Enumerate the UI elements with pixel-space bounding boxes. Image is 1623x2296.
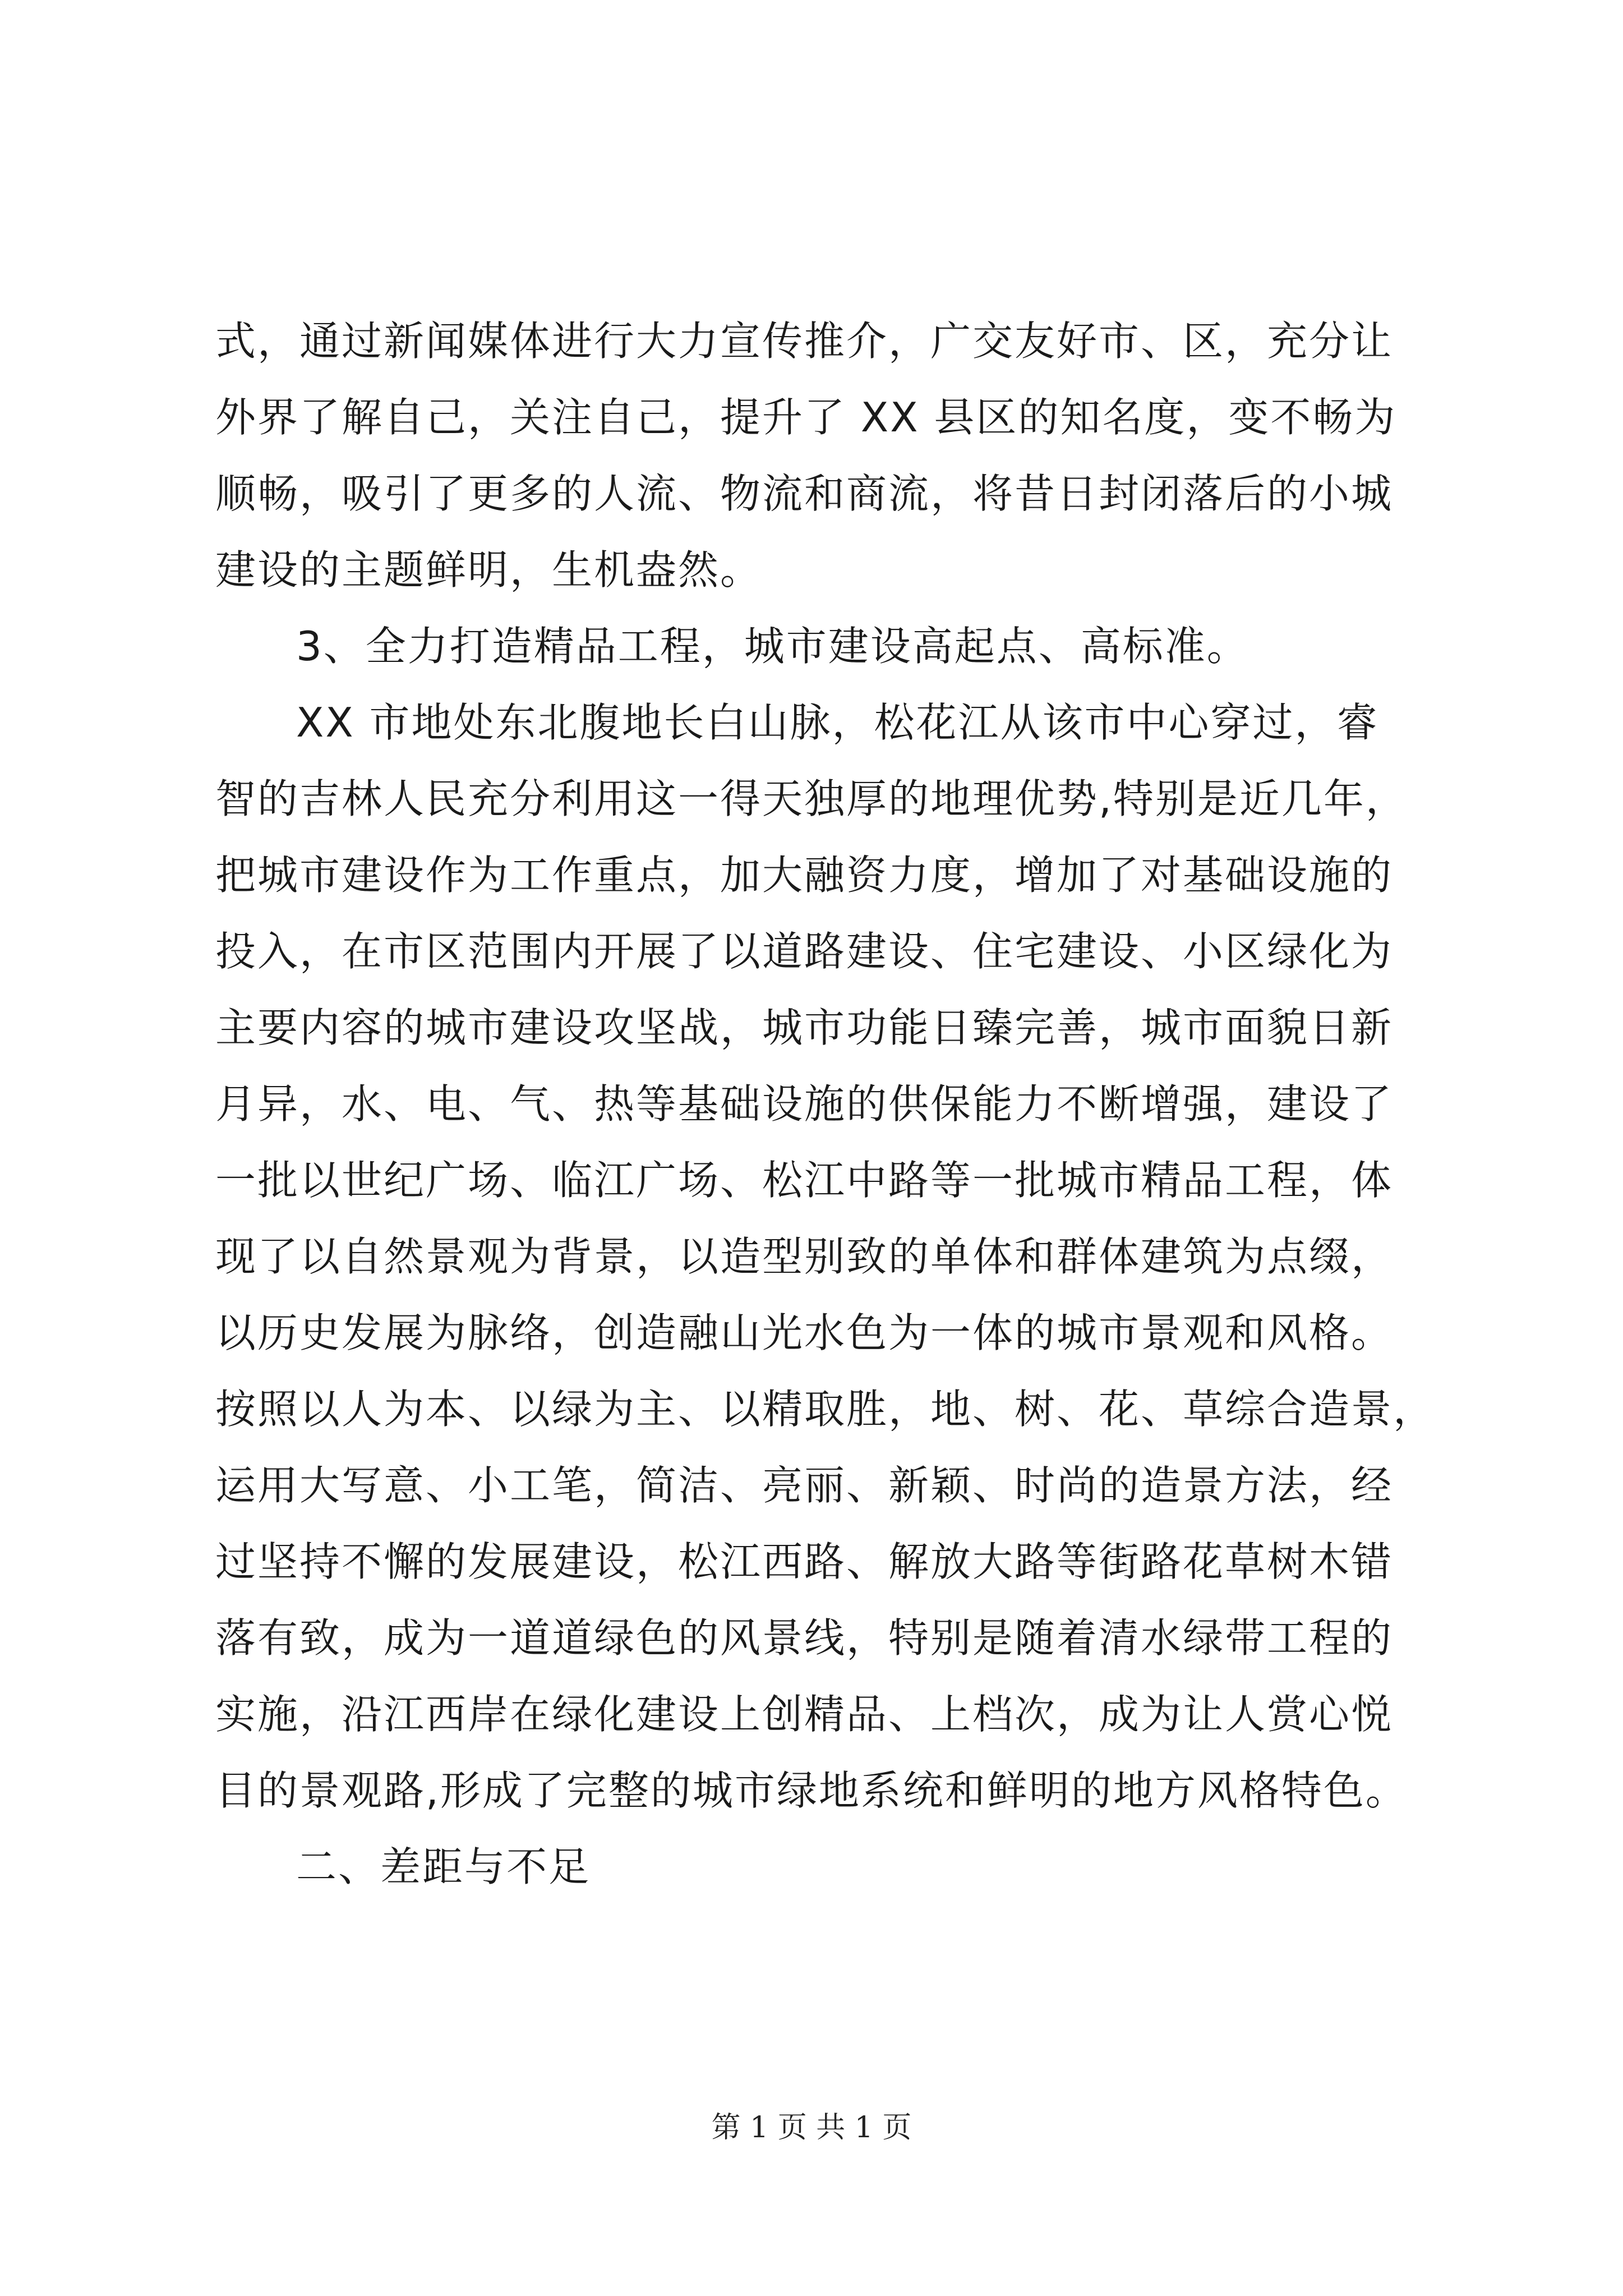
paragraph-line: 现了以自然景观为背景，以造型别致的单体和群体建筑为点缀，: [215, 1233, 1394, 1280]
paragraph-line: 顺畅，吸引了更多的人流、物流和商流，将昔日封闭落后的小城: [215, 470, 1394, 517]
paragraph-line: 月异，水、电、气、热等基础设施的供保能力不断增强，建设了: [215, 1080, 1394, 1128]
paragraph-line: 过坚持不懈的发展建设，松江西路、解放大路等街路花草树木错: [215, 1538, 1394, 1585]
paragraph-line: 运用大写意、小工笔，简洁、亮丽、新颖、时尚的造景方法，经: [215, 1462, 1394, 1509]
paragraph-line: 式，通过新闻媒体进行大力宣传推介，广交友好市、区，充分让: [215, 318, 1394, 365]
paragraph-line: 外界了解自己，关注自己，提升了 XX 县区的知名度，变不畅为: [215, 394, 1397, 441]
section-heading: 3、全力打造精品工程，城市建设高起点、高标准。: [296, 623, 1249, 670]
paragraph-line: 按照以人为本、以绿为主、以精取胜，地、树、花、草综合造景，: [215, 1386, 1436, 1433]
paragraph-line: 落有致，成为一道道绿色的风景线，特别是随着清水绿带工程的: [215, 1614, 1394, 1662]
paragraph-line: 智的吉林人民充分利用这一得天独厚的地理优势,特别是近几年，: [215, 775, 1408, 822]
paragraph-line: 把城市建设作为工作重点，加大融资力度，增加了对基础设施的: [215, 852, 1394, 899]
paragraph-line: 一批以世纪广场、临江广场、松江中路等一批城市精品工程，体: [215, 1157, 1394, 1204]
paragraph-line: 投入，在市区范围内开展了以道路建设、住宅建设、小区绿化为: [215, 928, 1394, 975]
paragraph-line: XX 市地处东北腹地长白山脉，松花江从该市中心穿过，睿: [296, 699, 1379, 746]
paragraph-line: 目的景观路,形成了完整的城市绿地系统和鲜明的地方风格特色。: [215, 1767, 1408, 1814]
paragraph-line: 实施，沿江西岸在绿化建设上创精品、上档次，成为让人赏心悦: [215, 1691, 1394, 1738]
paragraph-line: 主要内容的城市建设攻坚战，城市功能日臻完善，城市面貌日新: [215, 1004, 1394, 1051]
page-footer: 第 1 页 共 1 页: [711, 2111, 912, 2145]
section-heading: 二、差距与不足: [296, 1843, 591, 1890]
document-body: [215, 303, 1436, 1905]
paragraph-line: 以历史发展为脉络，创造融山光水色为一体的城市景观和风格。: [215, 1309, 1394, 1356]
paragraph-line: 建设的主题鲜明，生机盎然。: [215, 546, 763, 593]
